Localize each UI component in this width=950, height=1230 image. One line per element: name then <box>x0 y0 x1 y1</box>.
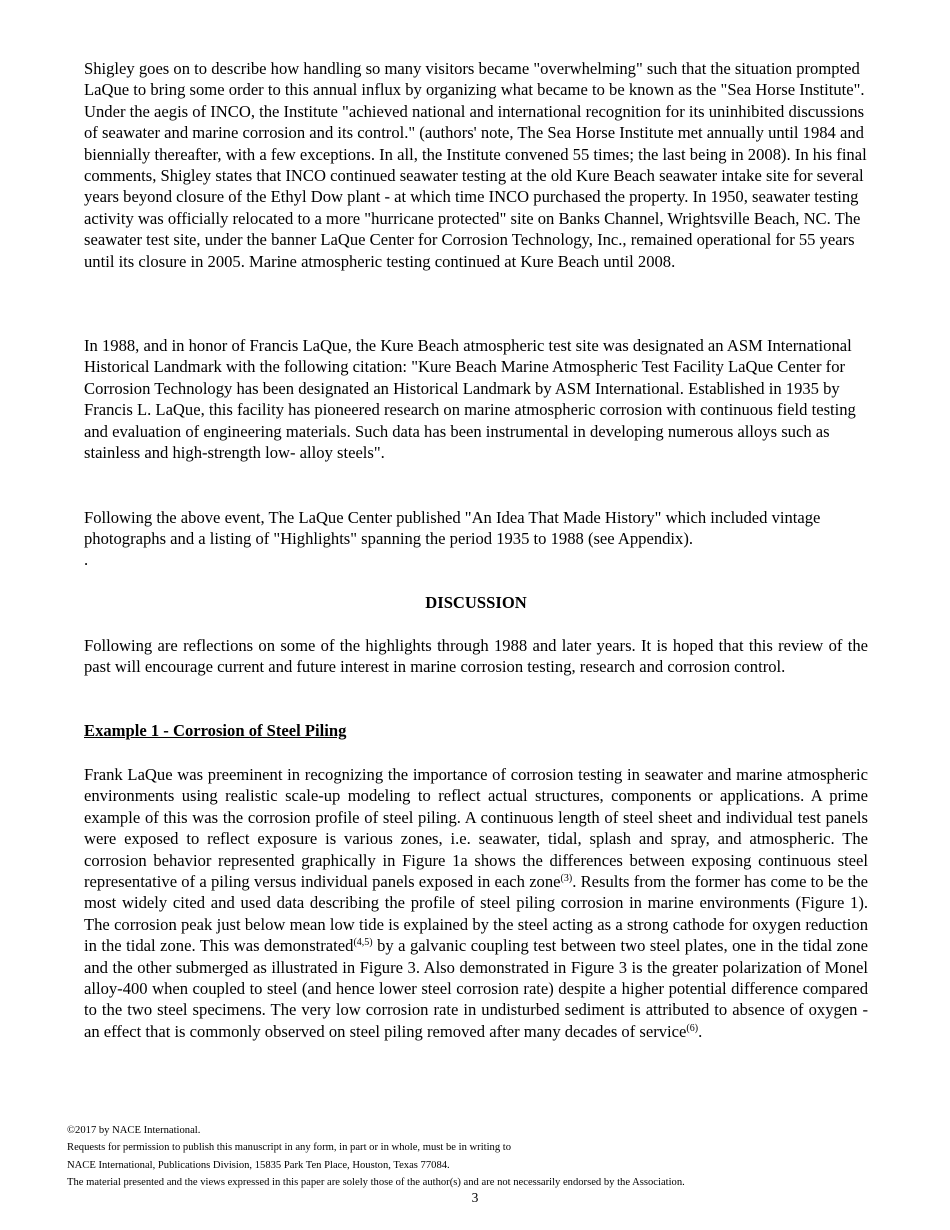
page-footer <box>67 1122 883 1192</box>
footer-disclaimer: The material presented and the views expressed in this paper are solely those of the author(s) and are not necessarily endorsed by the Association. <box>67 1177 685 1189</box>
paragraph-asm-landmark: In 1988, and in honor of Francis LaQue, the Kure Beach atmospheric test site was designated an ASM International Historical Landmark with the following citation: "Kure Beach Marine Atmospheric Test Facility LaQue Center for Corrosion Technology has been designated an Historical Landmark by ASM International. Established in 1935 by Francis L. LaQue, this facility has pioneered research on marine atmospheric corrosion with continuous field testing and evaluation of engineering materials. Such data has been instrumental in developing numerous alloys such as stainless and high-strength low- alloy steels". <box>84 336 856 463</box>
paragraph-text: . <box>698 1021 703 1041</box>
paragraph-text: . Results from the former has come to be the most widely cited and used data describing the profile of steel piling corrosion in marine environments (Figure 1). The corrosion peak just below mean low tide is explained by the steel acting as a strong cathode for oxygen reduction in the tidal zone. This was demonstrated <box>84 872 869 956</box>
paragraph-text: Frank LaQue was preeminent in recognizing the importance of corrosion testing in seawater and marine atmospheric environments using realistic scale-up modeling to reflect actual structures, components or applications. A prime example of this was the corrosion profile of steel piling. A continuous length of steel sheet and individual test panels were exposed to reflect exposure is various zones, i.e. seawater, tidal, splash and spray, and atmospheric. The corrosion behavior represented graphically in Figure 1a shows the differences between exposing continuous steel representative of a piling versus individual panels exposed in each zone <box>84 765 868 892</box>
citation-superscript: (6) <box>686 1022 699 1034</box>
footer-permission: Requests for permission to publish this manuscript in any form, in part or in whole, must be in writing to <box>67 1142 512 1154</box>
paragraph-text: by a galvanic coupling test between two steel plates, one in the tidal zone and the other submerged as illustrated in Figure 3. Also demonstrated in Figure 3 is the greater polarization of Monel alloy-400 when coupled to steel (and hence lower steel corrosion rate) despite a higher potential difference compared to the two steel specimens. The very low corrosion rate in undisturbed sediment is attributed to absence of oxygen - an effect that is commonly observed on steel piling removed after many decades of service <box>84 936 869 1041</box>
subheading-example-1: Example 1 - Corrosion of Steel Piling <box>84 721 347 740</box>
citation-superscript: (3) <box>560 873 573 885</box>
footer-address: NACE International, Publications Division, 15835 Park Ten Place, Houston, Texas 77084. <box>67 1159 450 1171</box>
section-heading-discussion: DISCUSSION <box>425 593 527 612</box>
paragraph-shigley: Shigley goes on to describe how handling so many visitors became "overwhelming" such that the situation prompted LaQue to bring some order to this annual influx by organizing what became to be known as the "Sea Horse Institute". Under the aegis of INCO, the Institute "achieved national and international recognition for its uninhibited discussions of seawater and marine corrosion and its control." (authors' note, The Sea Horse Institute met annually until 1984 and biennially thereafter, with a few exceptions. In all, the Institute convened 55 times; the last being in 2008). In his final comments, Shigley states that INCO continued seawater testing at the old Kure Beach seawater intake site for several years beyond closure of the Ethyl Dow plant - at which time INCO purchased the property. In 1950, seawater testing activity was officially relocated to a more "hurricane protected" site on Banks Channel, Wrightsville Beach, NC. The seawater test site, under the banner LaQue Center for Corrosion Technology, Inc., remained operational for 55 years until its closure in 2005. Marine atmospheric testing continued at Kure Beach until 2008. <box>84 59 867 271</box>
stray-period: . <box>84 550 89 569</box>
paragraph-laque-publication: Following the above event, The LaQue Center published "An Idea That Made History" which included vintage photographs and a listing of "Highlights" spanning the period 1935 to 1988 (see Appendix). <box>84 508 821 549</box>
page-number: 3 <box>471 1190 479 1205</box>
footer-copyright: ©2017 by NACE International. <box>67 1125 201 1136</box>
paragraph-discussion-intro: Following are reflections on some of the highlights through 1988 and later years. It is hoped that this review of the past will encourage current and future interest in marine corrosion testing, research and corrosion control. <box>84 636 868 677</box>
paragraph-steel-piling <box>84 764 868 1042</box>
citation-superscript: (4,5) <box>353 937 373 949</box>
